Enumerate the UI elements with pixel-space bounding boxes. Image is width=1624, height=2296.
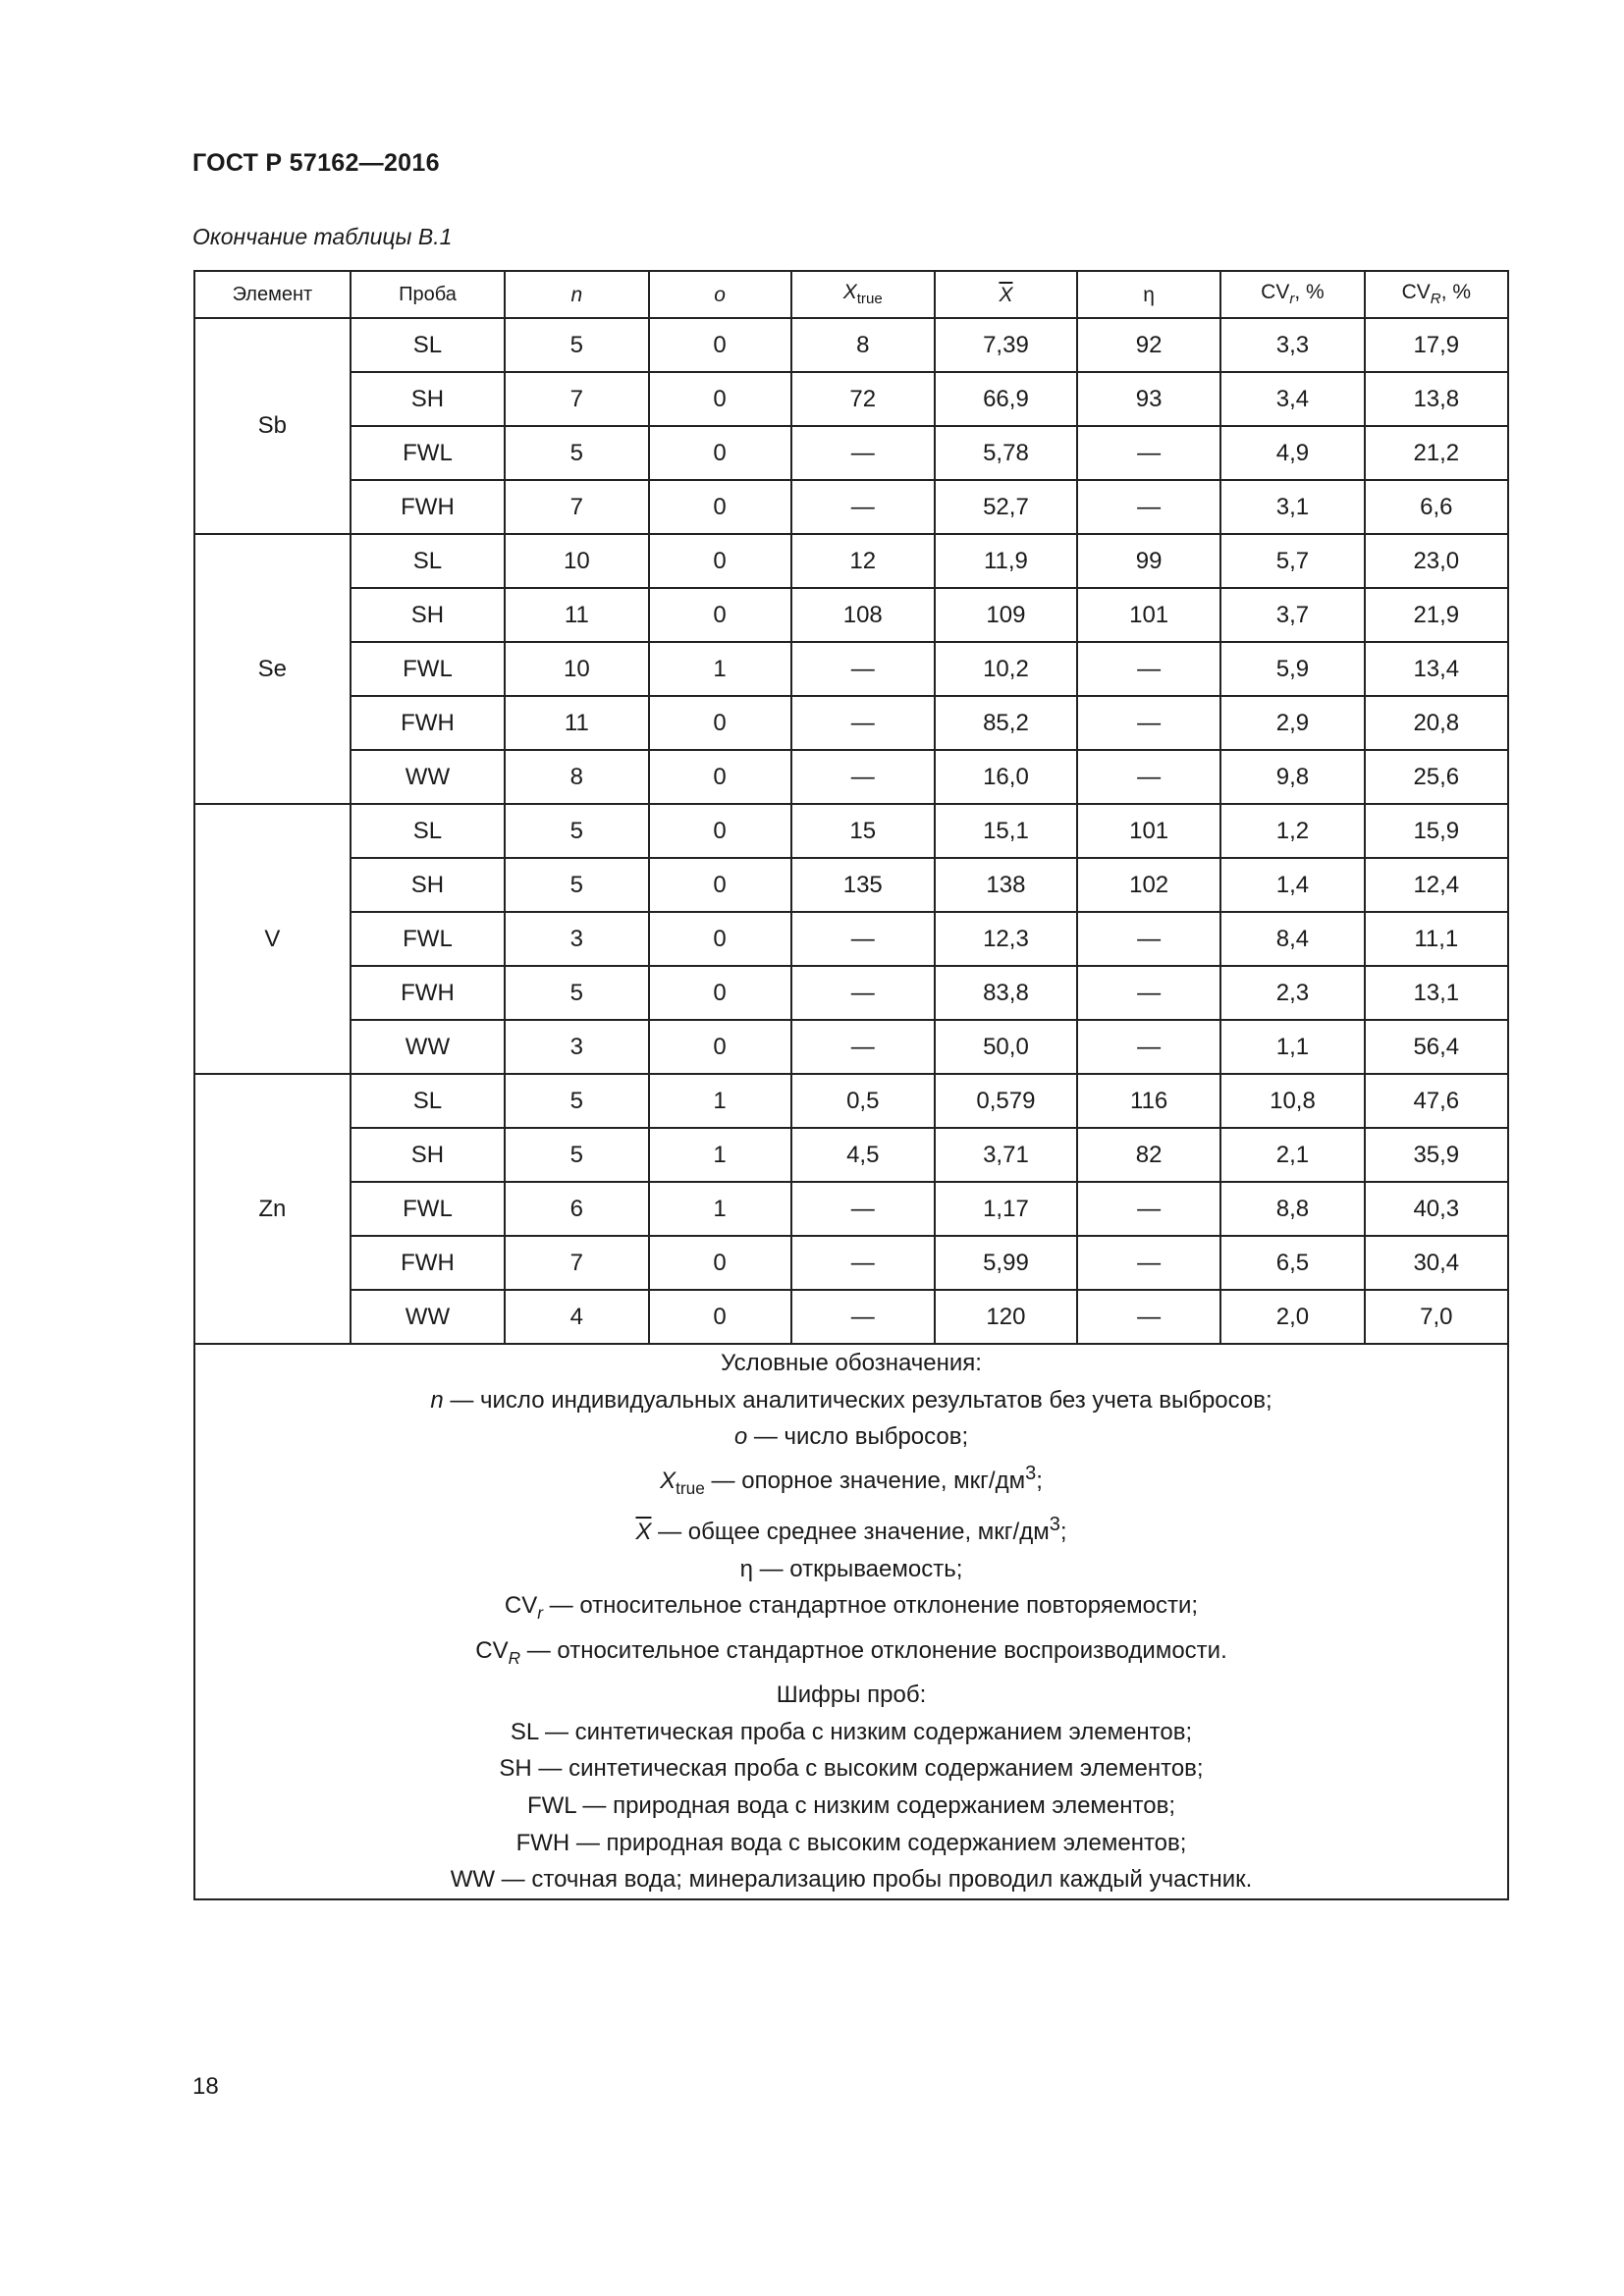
cell-n: 10	[505, 534, 648, 588]
xtrue-symbol: X	[842, 281, 857, 304]
cell-xtrue: 15	[791, 804, 935, 858]
legend-n-text: — число индивидуальных аналитических результатов без учета выбросов;	[443, 1386, 1272, 1414]
cell-xbar: 120	[935, 1290, 1077, 1344]
cell-cvr: 1,2	[1220, 804, 1364, 858]
cell-xbar: 10,2	[935, 642, 1077, 696]
legend-cvR-symbol: CV	[475, 1636, 509, 1664]
results-table	[193, 270, 1509, 1900]
cell-xtrue: 72	[791, 372, 935, 426]
cvr-suffix: , %	[1294, 281, 1325, 304]
table-row	[194, 1020, 1508, 1074]
cell-n: 7	[505, 480, 648, 534]
cell-sample: FWL	[351, 642, 505, 696]
cvR-subscript: R	[1430, 291, 1441, 308]
cell-n: 8	[505, 750, 648, 804]
cell-cvR: 21,2	[1365, 426, 1508, 480]
cell-xbar: 52,7	[935, 480, 1077, 534]
cell-xbar: 15,1	[935, 804, 1077, 858]
legend-n-symbol: n	[430, 1386, 444, 1414]
legend-title: Условные обозначения:	[721, 1350, 982, 1376]
cell-o: 0	[649, 858, 791, 912]
cell-o: 0	[649, 1020, 791, 1074]
legend	[194, 1344, 1508, 1899]
table-row	[194, 696, 1508, 750]
header-row	[194, 271, 1508, 318]
cell-sample: SL	[351, 804, 505, 858]
cell-cvR: 7,0	[1365, 1290, 1508, 1344]
cell-xtrue: 8	[791, 318, 935, 372]
cell-cvr: 8,8	[1220, 1182, 1364, 1236]
cell-cvR: 56,4	[1365, 1020, 1508, 1074]
cell-sample: SL	[351, 318, 505, 372]
cell-xbar: 5,99	[935, 1236, 1077, 1290]
cell-n: 5	[505, 804, 648, 858]
cell-cvR: 13,8	[1365, 372, 1508, 426]
cell-eta: 93	[1077, 372, 1220, 426]
cell-xbar: 0,579	[935, 1074, 1077, 1128]
cell-xbar: 7,39	[935, 318, 1077, 372]
cell-n: 11	[505, 696, 648, 750]
col-header-xbar	[935, 271, 1077, 318]
cell-eta: 116	[1077, 1074, 1220, 1128]
cell-cvR: 23,0	[1365, 534, 1508, 588]
cvr-subscript: r	[1289, 291, 1295, 308]
cell-cvR: 12,4	[1365, 858, 1508, 912]
cell-eta: 101	[1077, 588, 1220, 642]
cell-o: 0	[649, 1290, 791, 1344]
cell-cvR: 35,9	[1365, 1128, 1508, 1182]
cell-eta: 101	[1077, 804, 1220, 858]
cell-n: 5	[505, 966, 648, 1020]
element-cell: Sb	[194, 318, 351, 534]
document-id: ГОСТ Р 57162—2016	[192, 149, 440, 177]
cell-eta: 99	[1077, 534, 1220, 588]
cell-xtrue: —	[791, 1290, 935, 1344]
legend-cvR	[195, 1632, 1507, 1677]
cell-cvR: 13,4	[1365, 642, 1508, 696]
cell-n: 6	[505, 1182, 648, 1236]
cell-xbar: 66,9	[935, 372, 1077, 426]
cell-cvr: 3,1	[1220, 480, 1364, 534]
cell-sample: SH	[351, 1128, 505, 1182]
cell-sample: FWH	[351, 1236, 505, 1290]
cell-eta: —	[1077, 1020, 1220, 1074]
cell-eta: —	[1077, 750, 1220, 804]
legend-xtrue	[195, 1456, 1507, 1507]
cell-xtrue: —	[791, 696, 935, 750]
cvR-suffix: , %	[1440, 281, 1472, 304]
cell-cvr: 2,1	[1220, 1128, 1364, 1182]
cell-n: 7	[505, 372, 648, 426]
table-row	[194, 426, 1508, 480]
cell-xtrue: 0,5	[791, 1074, 935, 1128]
legend-cvR-subscript: R	[508, 1647, 521, 1668]
cell-cvr: 5,7	[1220, 534, 1364, 588]
table-row	[194, 858, 1508, 912]
xtrue-subscript: true	[856, 291, 883, 308]
col-header-o: o	[649, 271, 791, 318]
cell-cvr: 3,7	[1220, 588, 1364, 642]
cell-o: 0	[649, 588, 791, 642]
cell-xtrue: —	[791, 642, 935, 696]
cell-xbar: 138	[935, 858, 1077, 912]
table-row	[194, 372, 1508, 426]
cell-eta: —	[1077, 426, 1220, 480]
cell-sample: WW	[351, 1290, 505, 1344]
cell-n: 7	[505, 1236, 648, 1290]
legend-n	[195, 1382, 1507, 1419]
cell-xtrue: 12	[791, 534, 935, 588]
legend-code: WW — сточная вода; минерализацию пробы проводил каждый участник.	[450, 1866, 1253, 1894]
cell-xbar: 50,0	[935, 1020, 1077, 1074]
legend-cvr-subscript: r	[537, 1603, 543, 1624]
cell-o: 0	[649, 750, 791, 804]
cell-o: 1	[649, 1182, 791, 1236]
cell-xtrue: 108	[791, 588, 935, 642]
cell-n: 11	[505, 588, 648, 642]
legend-cvr-symbol: CV	[504, 1592, 538, 1620]
table-row	[194, 480, 1508, 534]
cell-cvR: 21,9	[1365, 588, 1508, 642]
legend-xtrue-symbol: X	[660, 1467, 677, 1494]
table-row	[194, 912, 1508, 966]
table-row	[194, 750, 1508, 804]
cell-xbar: 11,9	[935, 534, 1077, 588]
cell-xbar: 16,0	[935, 750, 1077, 804]
cell-sample: SL	[351, 534, 505, 588]
cell-cvr: 3,3	[1220, 318, 1364, 372]
cell-sample: FWL	[351, 426, 505, 480]
cell-cvr: 2,9	[1220, 696, 1364, 750]
cell-cvr: 6,5	[1220, 1236, 1364, 1290]
legend-o	[195, 1418, 1507, 1456]
cell-cvR: 6,6	[1365, 480, 1508, 534]
legend-xtrue-end: ;	[1036, 1467, 1043, 1494]
legend-o-symbol: o	[733, 1423, 748, 1451]
legend-xbar-text: — общее среднее значение, мкг/дм	[651, 1519, 1050, 1546]
table-row	[194, 1236, 1508, 1290]
col-header-element: Элемент	[194, 271, 351, 318]
cell-eta: —	[1077, 966, 1220, 1020]
cell-cvr: 1,1	[1220, 1020, 1364, 1074]
table-row	[194, 1290, 1508, 1344]
cell-xtrue: —	[791, 1020, 935, 1074]
cell-o: 0	[649, 696, 791, 750]
cell-sample: SL	[351, 1074, 505, 1128]
cell-cvr: 10,8	[1220, 1074, 1364, 1128]
col-header-cvr	[1220, 271, 1364, 318]
cell-xbar: 12,3	[935, 912, 1077, 966]
cell-n: 3	[505, 1020, 648, 1074]
cell-o: 1	[649, 1074, 791, 1128]
cell-eta: 102	[1077, 858, 1220, 912]
table-row	[194, 1182, 1508, 1236]
legend-o-text: — число выбросов;	[747, 1423, 969, 1451]
cell-o: 0	[649, 966, 791, 1020]
cell-eta: —	[1077, 1290, 1220, 1344]
cell-sample: WW	[351, 750, 505, 804]
cvR-prefix: CV	[1401, 281, 1431, 304]
cell-sample: FWH	[351, 696, 505, 750]
legend-code: SH — синтетическая проба с высоким содержанием элементов;	[499, 1755, 1204, 1783]
cell-sample: FWH	[351, 966, 505, 1020]
cell-xbar: 109	[935, 588, 1077, 642]
cell-sample: FWL	[351, 912, 505, 966]
cell-cvR: 11,1	[1365, 912, 1508, 966]
cell-eta: —	[1077, 642, 1220, 696]
col-header-xtrue	[791, 271, 935, 318]
table-row	[194, 804, 1508, 858]
cell-xbar: 83,8	[935, 966, 1077, 1020]
cell-xtrue: —	[791, 480, 935, 534]
cell-cvr: 1,4	[1220, 858, 1364, 912]
cell-xtrue: —	[791, 750, 935, 804]
legend-xtrue-text: — опорное значение, мкг/дм	[704, 1467, 1026, 1494]
legend-cvR-text: — относительное стандартное отклонение воспроизводимости.	[520, 1636, 1227, 1664]
cell-xtrue: 135	[791, 858, 935, 912]
legend-xbar-end: ;	[1059, 1519, 1067, 1546]
legend-xtrue-sup: 3	[1025, 1462, 1037, 1484]
cell-o: 1	[649, 1128, 791, 1182]
cell-sample: SH	[351, 372, 505, 426]
col-header-sample: Проба	[351, 271, 505, 318]
cell-cvr: 3,4	[1220, 372, 1364, 426]
cell-cvr: 2,0	[1220, 1290, 1364, 1344]
cell-o: 0	[649, 318, 791, 372]
cell-xbar: 5,78	[935, 426, 1077, 480]
cell-o: 0	[649, 534, 791, 588]
legend-code: FWH — природная вода с высоким содержанием элементов;	[515, 1829, 1187, 1856]
element-cell: V	[194, 804, 351, 1074]
element-cell: Zn	[194, 1074, 351, 1344]
cell-o: 0	[649, 372, 791, 426]
cell-cvr: 9,8	[1220, 750, 1364, 804]
cell-n: 5	[505, 426, 648, 480]
col-header-n: n	[505, 271, 648, 318]
cell-cvr: 2,3	[1220, 966, 1364, 1020]
xbar-symbol: $\overline{X}$	[999, 283, 1013, 306]
cell-sample: FWL	[351, 1182, 505, 1236]
cell-eta: —	[1077, 480, 1220, 534]
cell-n: 5	[505, 1128, 648, 1182]
cell-cvR: 25,6	[1365, 750, 1508, 804]
legend-code: SL — синтетическая проба с низким содержанием элементов;	[510, 1718, 1193, 1745]
legend-xbar	[195, 1507, 1507, 1551]
cell-n: 3	[505, 912, 648, 966]
cell-n: 5	[505, 318, 648, 372]
legend-row	[194, 1344, 1508, 1899]
legend-cvr-text: — относительное стандартное отклонение повторяемости;	[542, 1592, 1199, 1620]
legend-code: FWL — природная вода с низким содержанием элементов;	[526, 1791, 1176, 1819]
col-header-cvR	[1365, 271, 1508, 318]
cell-cvR: 30,4	[1365, 1236, 1508, 1290]
cell-sample: SH	[351, 858, 505, 912]
cell-sample: SH	[351, 588, 505, 642]
legend-codes-title: Шифры проб:	[776, 1682, 927, 1709]
page-number: 18	[192, 2073, 219, 2100]
table-row	[194, 642, 1508, 696]
cell-eta: —	[1077, 1182, 1220, 1236]
cell-eta: 92	[1077, 318, 1220, 372]
cell-xtrue: —	[791, 426, 935, 480]
cell-cvr: 8,4	[1220, 912, 1364, 966]
cell-o: 0	[649, 426, 791, 480]
table-row	[194, 588, 1508, 642]
table-row	[194, 1128, 1508, 1182]
legend-xbar-sup: 3	[1049, 1514, 1060, 1536]
cell-eta: —	[1077, 912, 1220, 966]
cell-xtrue: 4,5	[791, 1128, 935, 1182]
cell-xtrue: —	[791, 966, 935, 1020]
cell-eta: —	[1077, 696, 1220, 750]
table-row	[194, 966, 1508, 1020]
legend-xtrue-subscript: true	[676, 1477, 705, 1498]
table-row	[194, 318, 1508, 372]
cell-cvR: 17,9	[1365, 318, 1508, 372]
legend-cvr	[195, 1587, 1507, 1631]
cell-o: 0	[649, 912, 791, 966]
cell-cvR: 40,3	[1365, 1182, 1508, 1236]
cell-eta: —	[1077, 1236, 1220, 1290]
table-body	[194, 318, 1508, 1344]
cell-sample: WW	[351, 1020, 505, 1074]
cell-sample: FWH	[351, 480, 505, 534]
table-caption: Окончание таблицы В.1	[192, 224, 453, 249]
cell-cvR: 47,6	[1365, 1074, 1508, 1128]
cell-n: 5	[505, 1074, 648, 1128]
cell-xtrue: —	[791, 1236, 935, 1290]
table-row	[194, 534, 1508, 588]
cell-xtrue: —	[791, 1182, 935, 1236]
cell-o: 1	[649, 642, 791, 696]
element-cell: Se	[194, 534, 351, 804]
cell-n: 10	[505, 642, 648, 696]
cell-xbar: 1,17	[935, 1182, 1077, 1236]
cell-eta: 82	[1077, 1128, 1220, 1182]
cell-cvR: 20,8	[1365, 696, 1508, 750]
col-header-eta: η	[1077, 271, 1220, 318]
cell-cvR: 15,9	[1365, 804, 1508, 858]
cell-n: 4	[505, 1290, 648, 1344]
cell-cvR: 13,1	[1365, 966, 1508, 1020]
cell-cvr: 4,9	[1220, 426, 1364, 480]
cell-cvr: 5,9	[1220, 642, 1364, 696]
legend-eta: η — открываемость;	[739, 1555, 963, 1582]
cell-xbar: 3,71	[935, 1128, 1077, 1182]
cell-o: 0	[649, 480, 791, 534]
legend-xbar-symbol: $\overline{X}$	[635, 1519, 652, 1546]
cell-xbar: 85,2	[935, 696, 1077, 750]
cell-xtrue: —	[791, 912, 935, 966]
cvr-prefix: CV	[1261, 281, 1290, 304]
cell-o: 0	[649, 804, 791, 858]
cell-n: 5	[505, 858, 648, 912]
cell-o: 0	[649, 1236, 791, 1290]
table-row	[194, 1074, 1508, 1128]
